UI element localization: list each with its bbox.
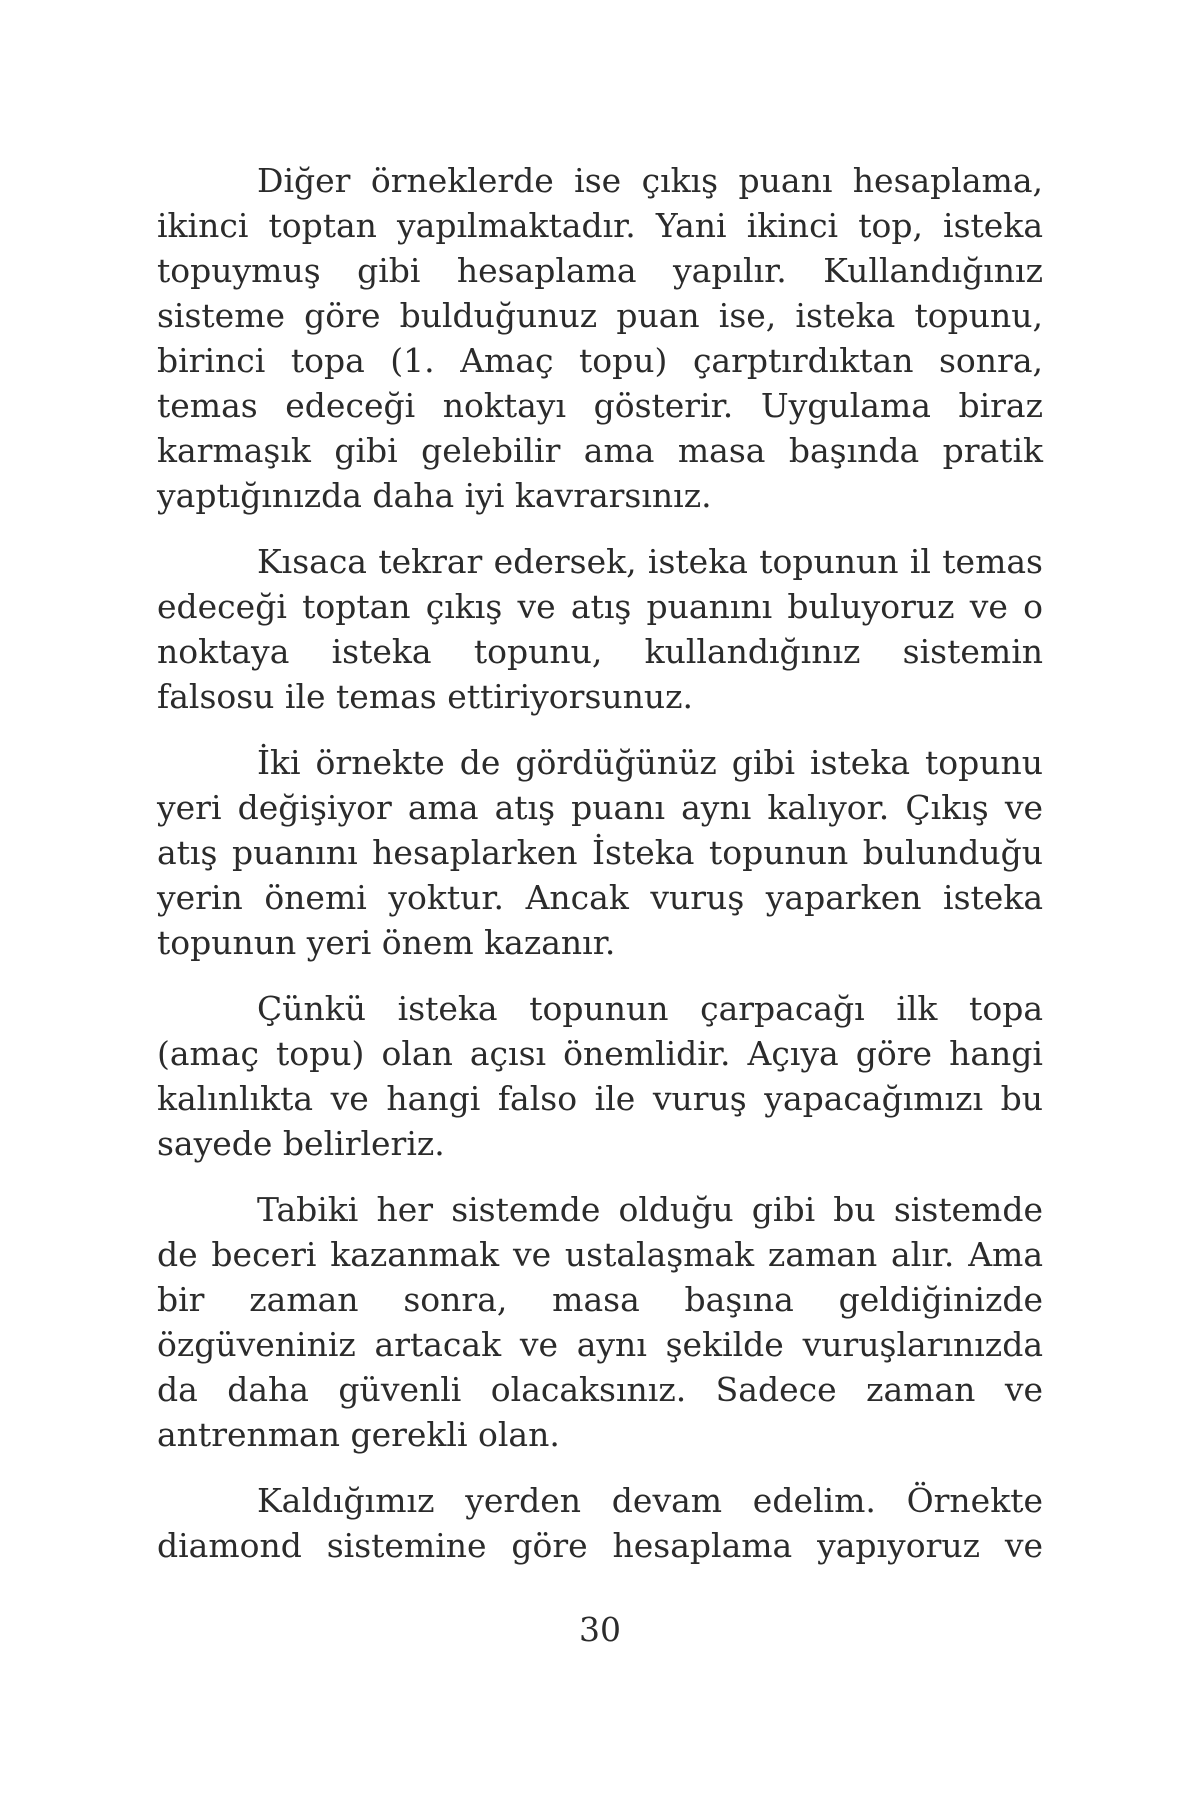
body-text (157, 158, 1043, 1589)
paragraph-6: Kaldığımız yerden devam edelim. Örnekte diamond sistemine göre hesaplama yapıyoruz ve (157, 1481, 1043, 1565)
paragraph-1: Diğer örneklerde ise çıkış puanı hesaplama, ikinci toptan yapılmaktadır. Yani ikinci top, isteka topuymuş gibi hesaplama yapılır. Kullandığınız sisteme göre bulduğunuz puan ise, isteka topunu, birinci topa (1. Amaç topu) çarptırdıktan sonra, temas edeceği noktayı gösterir. Uygulama biraz karmaşık gibi gelebilir ama masa başında pratik yaptığınızda daha iyi kavrarsınız. (157, 161, 1043, 515)
paragraph-3: İki örnekte de gördüğünüz gibi isteka topunu yeri değişiyor ama atış puanı aynı kalıyor. Çıkış ve atış puanını hesaplarken İsteka topunun bulunduğu yerin önemi yoktur. Ancak vuruş yaparken isteka topunun yeri önem kazanır. (157, 743, 1043, 962)
paragraph-5: Tabiki her sistemde olduğu gibi bu sistemde de beceri kazanmak ve ustalaşmak zaman alır. Ama bir zaman sonra, masa başına geldiğinizde özgüveniniz artacak ve aynı şekilde vuruşlarınızda da daha güvenli olacaksınız. Sadece zaman ve antrenman gerekli olan. (157, 1190, 1043, 1454)
paragraph-4: Çünkü isteka topunun çarpacağı ilk topa (amaç topu) olan açısı önemlidir. Açıya göre hangi kalınlıkta ve hangi falso ile vuruş yapacağımızı bu sayede belirleriz. (157, 989, 1043, 1163)
paragraph-2: Kısaca tekrar edersek, isteka topunun il temas edeceği toptan çıkış ve atış puanını buluyoruz ve o noktaya isteka topunu, kullandığınız sistemin falsosu ile temas ettiriyorsunuz. (157, 542, 1043, 716)
page-number: 30 (579, 1610, 621, 1649)
